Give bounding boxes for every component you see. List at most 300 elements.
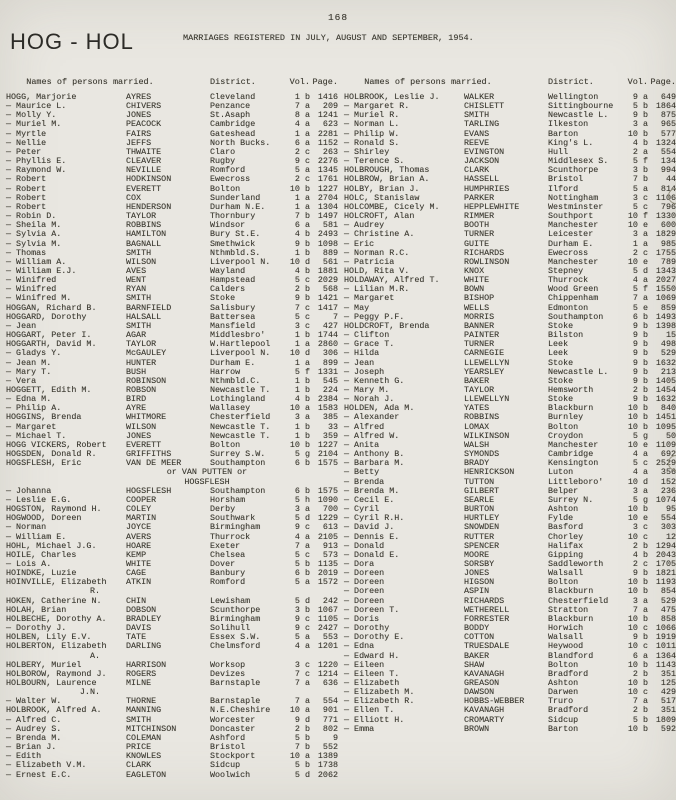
row-name: — Jean xyxy=(6,320,37,331)
row-name: HOINVILLE, Elizabeth R. xyxy=(6,578,126,596)
row-spouse-surname: YEARSLEY xyxy=(464,366,505,377)
row-name: — Donald xyxy=(344,540,385,551)
row-district: Stoke xyxy=(548,357,574,368)
row-name: — Maurice L. xyxy=(6,101,67,112)
row-volume: 10 b xyxy=(627,586,648,597)
row-name: — Margaret xyxy=(344,293,395,304)
row-spouse-surname: EVERETT xyxy=(126,183,162,194)
row-volume: 7 a xyxy=(294,540,310,551)
row-spouse-surname: KNOX xyxy=(464,265,485,276)
row-page: 1451 xyxy=(655,412,676,423)
row-page: 1405 xyxy=(655,375,676,386)
row-volume: 10 b xyxy=(289,439,310,450)
row-spouse-surname: HODKINSON xyxy=(126,174,172,185)
row-volume: 2 b xyxy=(632,540,648,551)
row-name: — Elizabeth R. xyxy=(344,696,415,707)
row-name: — Eric xyxy=(344,238,375,249)
row-page: 134 xyxy=(660,156,676,167)
row-volume: 6 b xyxy=(294,568,310,579)
row-district: Durham E. xyxy=(210,357,256,368)
row-volume: 9 b xyxy=(632,320,648,331)
row-spouse-surname: SMITH xyxy=(126,714,152,725)
row-volume: 9 d xyxy=(294,714,310,725)
row-volume: 3 b xyxy=(632,165,648,176)
row-name-continued: A. xyxy=(89,650,100,661)
row-name: — Alfred W. xyxy=(344,430,400,441)
row-spouse-surname: SYMONDS xyxy=(464,449,500,460)
row-district: N.E.Cheshire xyxy=(210,705,271,716)
row-district: Southport xyxy=(548,211,594,222)
row-page: 1069 xyxy=(655,293,676,304)
table-row xyxy=(6,514,338,523)
row-name: HOILE, Charles xyxy=(6,549,77,560)
row-spouse-surname: CHIN xyxy=(126,595,147,606)
row-page: 1417 xyxy=(317,302,338,313)
row-volume: 10 b xyxy=(627,659,648,670)
row-volume: 7 a xyxy=(294,678,310,688)
row-spouse-surname: RIMMER xyxy=(464,211,495,222)
row-volume: 10 d xyxy=(289,348,310,359)
row-spouse-surname: SEARLE xyxy=(464,494,495,505)
row-name: HOLBECHE, Dorothy A. xyxy=(6,613,107,624)
row-page: 1304 xyxy=(317,201,338,212)
row-volume: 6 b xyxy=(294,485,310,496)
row-district: Truro xyxy=(548,696,574,707)
row-name: — David J. xyxy=(344,522,395,533)
table-row xyxy=(6,459,338,486)
row-district: Barnstaple xyxy=(210,678,261,688)
index-table xyxy=(0,77,676,780)
row-name: — Elliott H. xyxy=(344,714,405,725)
row-page: 1220 xyxy=(317,659,338,670)
row-spouse-surname: WALKER xyxy=(464,92,495,102)
row-volume: 2 b xyxy=(294,723,310,734)
row-page: 1821 xyxy=(655,568,676,579)
row-name: — Alfred xyxy=(344,421,385,432)
row-name: — Edna xyxy=(344,641,375,652)
row-spouse-surname: BURTON xyxy=(464,504,495,515)
row-spouse-surname: BOOTH xyxy=(464,220,490,231)
row-name: — Norman R.C. xyxy=(344,247,410,258)
row-volume: 10 c xyxy=(627,531,648,542)
row-volume: 9 b xyxy=(632,375,648,386)
row-volume: 7 a xyxy=(294,101,310,112)
row-name: — Brenda xyxy=(344,476,385,487)
row-district: Lewisham xyxy=(210,595,251,606)
row-volume: 7 a xyxy=(632,696,648,707)
row-page: 1214 xyxy=(317,668,338,679)
row-district: Hull xyxy=(548,146,569,157)
row-volume: 1 a xyxy=(294,201,310,212)
row-spouse-surname: ATKIN xyxy=(126,577,152,588)
row-district: Birmingham xyxy=(210,613,261,624)
row-page: 429 xyxy=(660,687,676,698)
row-page: 1755 xyxy=(655,247,676,258)
row-page: 1345 xyxy=(317,165,338,176)
row-volume: 1 b xyxy=(294,385,310,395)
row-spouse-surname: SMITH xyxy=(126,320,152,331)
row-name: HOLDAWAY, Alfred T. xyxy=(344,275,440,286)
row-page: 1201 xyxy=(317,641,338,652)
row-district: Mansfield xyxy=(210,320,256,331)
row-volume: 5 f xyxy=(632,284,648,295)
row-district: Middlesbro' xyxy=(210,330,266,341)
row-spouse-surname: COTTON xyxy=(464,632,495,643)
row-district: Durham N.E. xyxy=(210,201,266,212)
table-row xyxy=(6,185,338,194)
row-district: Stoke xyxy=(548,394,574,405)
row-name: — Doreen xyxy=(344,595,385,606)
row-volume: 5 b xyxy=(294,732,310,743)
row-volume: 1 a xyxy=(632,238,648,249)
row-spouse-surname: TARLING xyxy=(464,119,500,130)
row-district: Wood Green xyxy=(548,284,599,295)
row-name: — Dora xyxy=(344,558,375,569)
row-name: — Doreen T. xyxy=(344,604,400,615)
row-name: — Robin D. xyxy=(6,211,57,222)
row-name: — Robert xyxy=(6,183,47,194)
row-district: Woolwich xyxy=(210,769,251,780)
row-spouse-surname: ROBBINS xyxy=(126,220,162,231)
row-spouse-surname: HARRISON xyxy=(126,659,167,670)
row-spouse-surname: WHITE xyxy=(126,558,152,569)
row-spouse-surname: BARNFIELD xyxy=(126,302,172,313)
row-district: Bolton xyxy=(210,439,241,450)
row-district: Walsall xyxy=(548,632,584,643)
row-page: 427 xyxy=(322,320,338,331)
row-district: Surrey S.W. xyxy=(210,449,266,460)
row-district: Basford xyxy=(548,522,584,533)
row-name: — Dennis E. xyxy=(344,531,400,542)
row-spouse-surname: McGAULEY xyxy=(126,348,167,359)
row-volume: 10 b xyxy=(627,613,648,624)
row-district: Gipping xyxy=(548,549,584,560)
row-page: 553 xyxy=(322,632,338,643)
row-page: 2027 xyxy=(655,275,676,286)
row-surname-alias: HOGSFLESH xyxy=(184,476,230,487)
row-name: HOGGETT, Edith M. xyxy=(6,385,92,395)
row-page: 854 xyxy=(660,586,676,597)
row-page: 965 xyxy=(660,119,676,130)
row-name: HOLBROUGH, Thomas xyxy=(344,165,430,176)
row-volume: 7 a xyxy=(294,696,310,707)
row-district: Burnley xyxy=(548,412,584,423)
row-name: — Emma xyxy=(344,723,375,734)
table-row xyxy=(344,468,676,477)
row-name: — Winifred xyxy=(6,275,57,286)
row-spouse-surname: CHISLETT xyxy=(464,101,505,112)
row-district: Claro xyxy=(210,146,236,157)
row-district: Stoke xyxy=(548,375,574,386)
row-name: — Jean M. xyxy=(6,357,52,368)
table-row xyxy=(6,679,338,697)
row-spouse-surname: NEVILLE xyxy=(126,165,162,176)
row-name: — Patricia xyxy=(344,256,395,267)
table-row xyxy=(344,294,676,303)
row-page: 1919 xyxy=(655,632,676,643)
row-volume: 1 b xyxy=(294,430,310,441)
row-page: 2043 xyxy=(655,549,676,560)
row-page: 985 xyxy=(660,238,676,249)
row-spouse-surname: HOGSFLESH xyxy=(126,485,172,496)
row-page: 1864 xyxy=(655,101,676,112)
row-volume: 10 a xyxy=(289,751,310,762)
row-district: Exeter xyxy=(210,540,241,551)
row-volume: 9 b xyxy=(632,110,648,121)
row-district: Saddleworth xyxy=(548,558,604,569)
row-name: — William A. xyxy=(6,256,67,267)
row-volume: 5 a xyxy=(294,165,310,176)
table-row xyxy=(6,194,338,203)
row-page: 1152 xyxy=(317,137,338,148)
row-volume: 9 b xyxy=(632,366,648,377)
row-spouse-surname: JOYCE xyxy=(126,522,152,533)
row-district: Manchester xyxy=(548,439,599,450)
row-name: — Philip A. xyxy=(6,403,62,414)
row-page: 2281 xyxy=(317,128,338,139)
row-name: — Leslie E.G. xyxy=(6,494,72,505)
table-row xyxy=(344,633,676,642)
row-page: 1575 xyxy=(317,458,338,469)
row-volume: 1 a xyxy=(294,357,310,368)
table-row xyxy=(6,240,338,249)
row-volume: 2 c xyxy=(294,146,310,157)
row-spouse-surname: BODDY xyxy=(464,623,490,634)
row-spouse-surname: HURTLEY xyxy=(464,513,500,524)
row-name: HOLBOROW, Raymond J. xyxy=(6,668,107,679)
row-name: HOKEN, Catherine N. xyxy=(6,595,102,606)
row-volume: 9 b xyxy=(632,632,648,643)
row-district: Wayland xyxy=(210,265,246,276)
row-page: 636 xyxy=(322,678,338,688)
row-name: — Molly Y. xyxy=(6,110,57,121)
row-name: — Edna M. xyxy=(6,394,52,405)
row-name: — Cecil E. xyxy=(344,494,395,505)
row-spouse-surname: YATES xyxy=(464,403,490,414)
row-page: 224 xyxy=(322,385,338,395)
row-volume: 10 e xyxy=(627,513,648,524)
row-name: — Alfred C. xyxy=(6,714,62,725)
row-volume: 6 a xyxy=(632,650,648,661)
row-spouse-surname: BRADY xyxy=(464,458,490,469)
row-name: HOLBERTON, Elizabeth A. xyxy=(6,642,126,660)
row-volume: 5 a xyxy=(632,183,648,194)
row-name: HOGG, Marjorie xyxy=(6,92,77,102)
row-page: 1421 xyxy=(317,293,338,304)
row-page: 889 xyxy=(322,247,338,258)
row-spouse-surname: ASPIN xyxy=(464,586,490,597)
row-name: — Walter W. xyxy=(6,696,62,707)
row-name: HOGGARD, Dorothy xyxy=(6,311,87,322)
row-volume: 5 c xyxy=(632,458,648,469)
row-spouse-surname: MOORE xyxy=(464,549,490,560)
row-page: 1294 xyxy=(655,540,676,551)
row-page: 7 xyxy=(332,311,338,322)
row-name: HOLCOMBE, Cicely M. xyxy=(344,201,440,212)
row-volume: 10 f xyxy=(627,211,648,222)
row-page: 2029 xyxy=(317,275,338,286)
row-district: Bolton xyxy=(548,659,579,670)
row-district: Battersea xyxy=(210,311,256,322)
row-page: 475 xyxy=(660,604,676,615)
row-name: — Ellen T. xyxy=(344,705,395,716)
row-name: — Vera xyxy=(6,375,37,386)
row-spouse-surname: WHITMORE xyxy=(126,412,167,423)
header-district: District. xyxy=(210,77,256,87)
row-page: 529 xyxy=(660,348,676,359)
row-district: Luton xyxy=(548,467,574,478)
row-spouse-surname: TRUESDALE xyxy=(464,641,510,652)
row-spouse-surname: COLEMAN xyxy=(126,732,162,743)
row-spouse-surname: JACKSON xyxy=(464,156,500,167)
row-page: 554 xyxy=(322,696,338,707)
row-district: King's L. xyxy=(548,137,594,148)
row-page: 152 xyxy=(660,476,676,487)
row-page: 50 xyxy=(665,430,676,441)
row-district: Horsham xyxy=(210,494,246,505)
row-page: 12 xyxy=(665,531,676,542)
row-volume: 3 a xyxy=(632,595,648,606)
row-volume: 2 b xyxy=(294,284,310,295)
row-volume: 4 b xyxy=(294,229,310,240)
row-name: HOINDKE, Luzie xyxy=(6,568,77,579)
row-name: HOLBROW, Brian A. xyxy=(344,174,430,185)
row-volume: 10 d xyxy=(289,256,310,267)
row-volume: 5 b xyxy=(294,558,310,569)
row-volume: 5 d xyxy=(632,265,648,276)
row-spouse-surname: REEVE xyxy=(464,137,490,148)
row-name: — Hilda xyxy=(344,348,380,359)
row-district: Thurrock xyxy=(210,531,251,542)
header-vol: Vol. xyxy=(289,77,310,87)
row-name: — Doreen xyxy=(344,577,385,588)
row-page: 2493 xyxy=(317,229,338,240)
row-spouse-surname: WILKINSON xyxy=(464,430,510,441)
row-spouse-surname: HALSALL xyxy=(126,311,162,322)
row-district: Harrow xyxy=(210,366,241,377)
table-row xyxy=(344,340,676,349)
row-name: — Doreen xyxy=(344,586,385,597)
header-page: Page. xyxy=(650,77,676,87)
row-name: — Robert xyxy=(6,174,47,185)
row-page: 592 xyxy=(660,723,676,734)
row-district: Manchester xyxy=(548,220,599,231)
row-spouse-surname: PRICE xyxy=(126,742,152,753)
row-page: 95 xyxy=(665,504,676,515)
row-spouse-surname: GRIFFITHS xyxy=(126,449,172,460)
table-row xyxy=(344,496,676,505)
row-spouse-surname: RICHARDS xyxy=(464,247,505,258)
row-district: Darwen xyxy=(548,687,579,698)
row-volume: 5 f xyxy=(294,366,310,377)
row-district: Stepney xyxy=(548,265,584,276)
row-volume: 9 b xyxy=(632,357,648,368)
row-spouse-surname: EAGLETON xyxy=(126,769,167,780)
row-spouse-surname: LOMAX xyxy=(464,421,490,432)
row-district: Croydon xyxy=(548,430,584,441)
row-volume: 10 b xyxy=(627,678,648,688)
row-district: Bolton xyxy=(548,577,579,588)
row-spouse-surname: BRADLEY xyxy=(126,613,162,624)
table-row xyxy=(344,212,676,221)
row-name: — Peggy P.F. xyxy=(344,311,405,322)
row-name: — Christine A. xyxy=(344,229,415,240)
row-name: — Winifred M. xyxy=(6,293,72,304)
row-page: 1416 xyxy=(317,92,338,102)
row-page: 2105 xyxy=(317,531,338,542)
row-district: Thurrock xyxy=(548,275,589,286)
row-name: — Philip W. xyxy=(344,128,400,139)
table-row xyxy=(344,377,676,386)
row-spouse-surname: WENT xyxy=(126,275,147,286)
row-page: 1389 xyxy=(317,751,338,762)
row-name: — Ronald S. xyxy=(344,137,400,148)
row-district: Littleboro' xyxy=(548,476,604,487)
row-spouse-surname: AVERS xyxy=(126,531,152,542)
row-name: — Nellie xyxy=(6,137,47,148)
row-name: — Dorothy J. xyxy=(6,623,67,634)
row-district: Cleveland xyxy=(210,92,256,102)
row-volume: 10 c xyxy=(627,641,648,652)
table-row xyxy=(6,771,338,780)
row-volume: 2 a xyxy=(632,146,648,157)
row-spouse-surname: DAVIS xyxy=(126,623,152,634)
row-district: Romford xyxy=(210,577,246,588)
row-name: — Norah J. xyxy=(344,394,395,405)
table-row xyxy=(344,606,676,615)
row-spouse-surname: RYAN xyxy=(126,284,147,295)
row-volume: 3 a xyxy=(294,504,310,515)
row-spouse-surname: WILSON xyxy=(126,421,157,432)
row-district: Thornbury xyxy=(210,211,256,222)
row-volume: 1 b xyxy=(294,375,310,386)
row-spouse-surname: SMITH xyxy=(126,293,152,304)
row-page: 1227 xyxy=(317,439,338,450)
row-volume: 6 b xyxy=(632,311,648,322)
table-row xyxy=(344,560,676,569)
table-row xyxy=(6,139,338,148)
row-name: — Elizabeth xyxy=(344,678,400,688)
row-page: 994 xyxy=(660,165,676,176)
row-spouse-surname: ROBINSON xyxy=(126,375,167,386)
row-district: Calders xyxy=(210,284,246,295)
row-page: 1105 xyxy=(317,613,338,624)
table-row xyxy=(344,432,676,441)
header-vol: Vol. xyxy=(627,77,648,87)
row-name: HOGSTON, Raymond H. xyxy=(6,504,102,515)
row-page: 771 xyxy=(322,714,338,725)
row-page: 561 xyxy=(322,256,338,267)
row-spouse-surname: HOBBS-WEBBER xyxy=(464,696,525,707)
row-page: 600 xyxy=(660,220,676,231)
row-district: Ashton xyxy=(548,678,579,688)
row-page: 1067 xyxy=(317,604,338,615)
row-district: Chesterfield xyxy=(548,595,609,606)
row-name: — Peter xyxy=(6,146,42,157)
row-volume: 5 f xyxy=(632,156,648,167)
row-page: 554 xyxy=(660,513,676,524)
row-spouse-surname: FORRESTER xyxy=(464,613,510,624)
row-name: — Gladys Y. xyxy=(6,348,62,359)
row-volume: 5 b xyxy=(632,714,648,725)
row-name: HOLDEN, Ada M. xyxy=(344,403,415,414)
row-page: 2427 xyxy=(317,623,338,634)
row-page: 796 xyxy=(660,201,676,212)
row-page: 859 xyxy=(660,302,676,313)
table-row xyxy=(6,642,338,660)
table-row xyxy=(344,322,676,331)
row-page: 517 xyxy=(660,696,676,707)
